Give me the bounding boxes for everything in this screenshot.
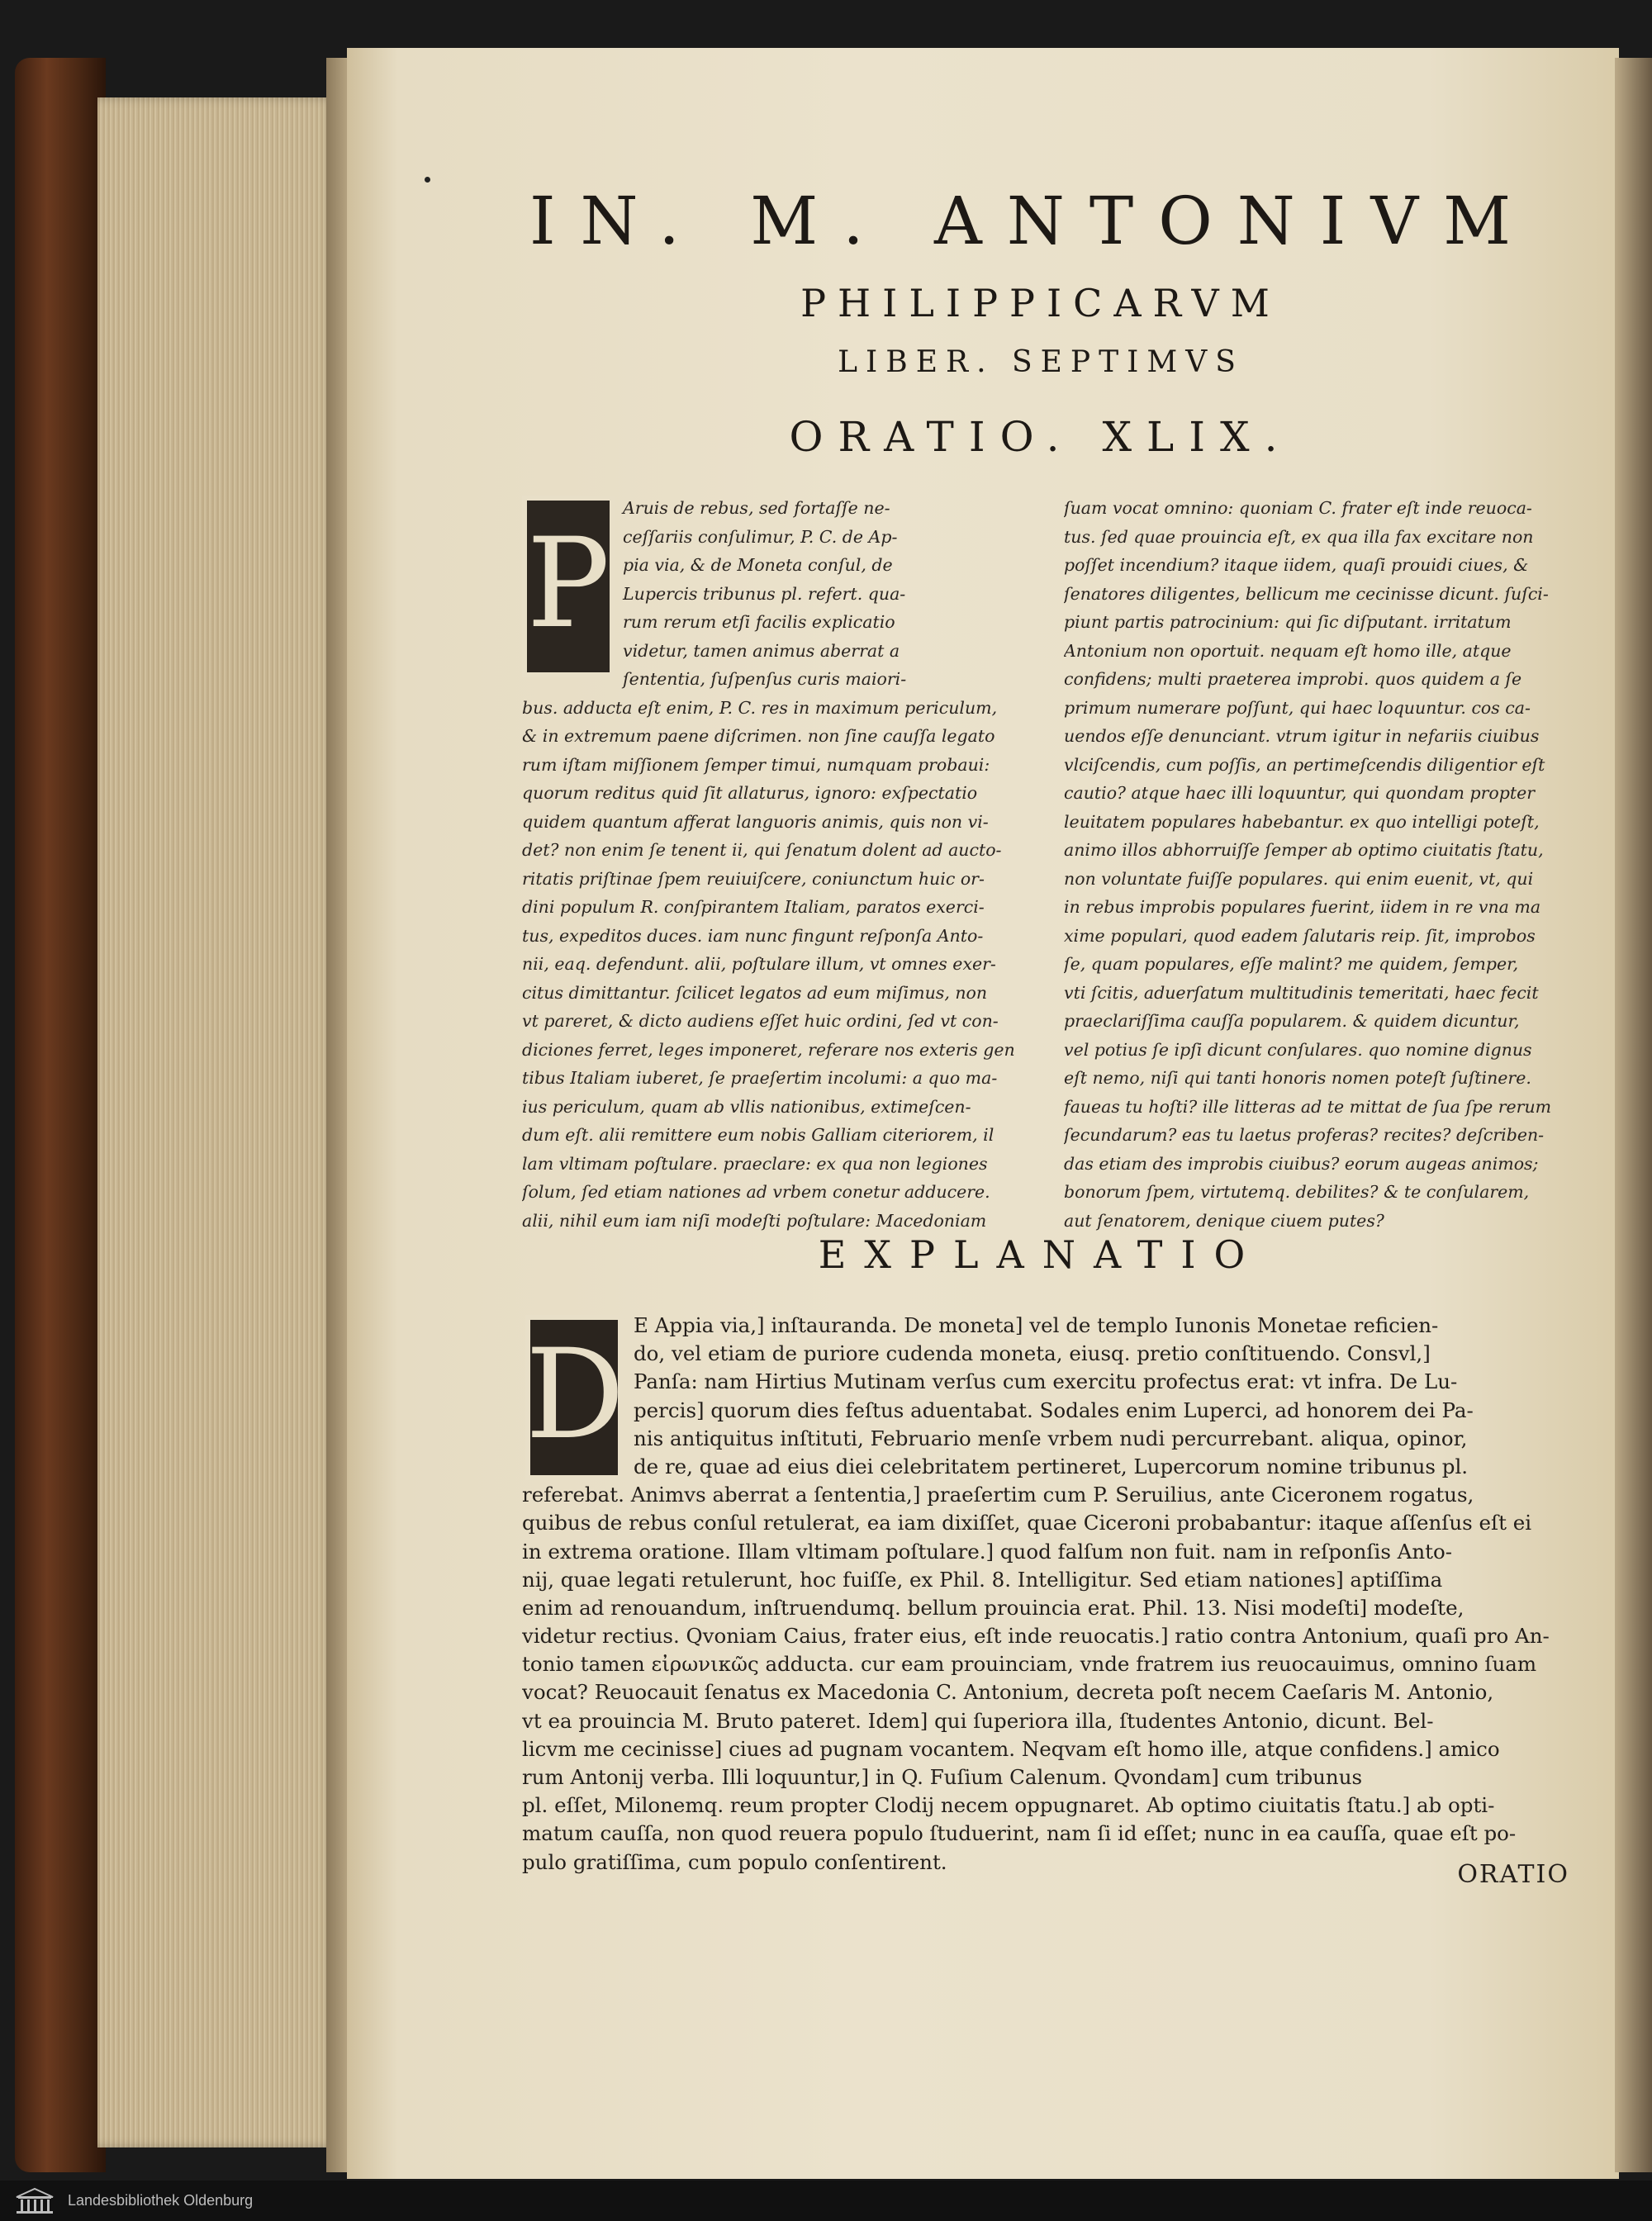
text-line: ſuam vocat omnino: quoniam C. frater eſt inde reuoca- xyxy=(1064,498,1532,518)
text-line: pia via, & de Moneta conſul, de xyxy=(623,555,893,575)
text-line: vt pareret, & dicto audiens eſſet huic ordini, ſed vt con- xyxy=(522,1011,999,1031)
text-line: leuitatem populares habebantur. ex quo intelligi poteſt, xyxy=(1064,811,1540,832)
text-line: in rebus improbis populares fuerint, iidem in re vna ma xyxy=(1064,897,1541,917)
text-line: diciones ferret, leges imponeret, referare nos exteris gen xyxy=(522,1039,1015,1060)
text-line: tus, expeditos duces. iam nunc fingunt reſponſa Anto- xyxy=(522,925,984,946)
text-line: matum cauſſa, non quod reuera populo ſtuduerint, nam ſi id eſſet; nunc in ea cauſſa, quae eſt po- xyxy=(522,1821,1517,1846)
text-line: nis antiquitus inſtituti, Februario menſe vrbem nudi percurrebant. aliqua, opinor, xyxy=(634,1426,1468,1450)
book-cover-edge xyxy=(15,58,106,2172)
text-line: tonio tamen εἰρωνικῶς adducta. cur eam prouinciam, vnde fratrem ius reuocauimus, omnino ſuam xyxy=(522,1652,1537,1677)
text-line: confidens; multi praeterea improbi. quos quidem a ſe xyxy=(1064,669,1522,689)
text-line: nii, eaq. defendunt. alii, poſtulare illum, vt omnes exer- xyxy=(522,954,996,974)
text-line: rum rerum etſi facilis explicatio xyxy=(623,612,895,632)
text-line: vt ea prouincia M. Bruto pateret. Idem] qui ſuperiora illa, ſtudentes Antonio, dicunt. Bel- xyxy=(522,1708,1434,1733)
oration-heading: ORATIO. XLIX. xyxy=(789,413,1293,461)
text-line: bus. adducta eſt enim, P. C. res in maximum periculum, xyxy=(522,697,998,718)
page-right-edge xyxy=(1615,58,1652,2172)
page-stack xyxy=(97,97,337,2147)
text-line: rum iſtam miſſionem ſemper timui, numquam probaui: xyxy=(522,754,990,775)
text-line: Panſa: nam Hirtius Mutinam verſus cum exercitu profectus erat: vt infra. De Lu- xyxy=(634,1369,1458,1394)
text-line: poſſet incendium? itaque iidem, quaſi prouidi ciues, & xyxy=(1064,555,1529,575)
text-line: Lupercis tribunus pl. refert. qua- xyxy=(623,583,906,604)
page-title: IN. M. ANTONIVM xyxy=(529,183,1536,259)
text-line: videtur, tamen animus aberrat a xyxy=(623,640,900,661)
text-line: vti ſcitis, aduerſatum multitudinis temeritati, haec fecit xyxy=(1064,982,1539,1003)
text-line: Antonium non oportuit. nequam eſt homo ille, atque xyxy=(1064,640,1512,661)
text-line: praeclariſſima cauſſa popularem. & quidem dicuntur, xyxy=(1064,1011,1520,1031)
text-line: vel potius ſe ipſi dicunt conſulares. quo nomine dignus xyxy=(1064,1039,1532,1060)
page-subtitle: PHILIPPICARVM xyxy=(800,281,1281,325)
text-line: quorum reditus quid ſit allaturus, ignoro: exſpectatio xyxy=(522,783,978,803)
text-line: vocat? Reuocauit ſenatus ex Macedonia C. Antonium, decreta poſt necem Caeſaris M. Antonio, xyxy=(522,1680,1494,1705)
text-line: ceſſariis conſulimur, P. C. de Ap- xyxy=(623,526,898,547)
text-line: tibus Italiam iuberet, ſe praeſertim incolumi: a quo ma- xyxy=(522,1068,998,1088)
drop-cap-d: D xyxy=(525,1315,623,1480)
text-line: ſolum, ſed etiam nationes ad vrbem conetur adducere. xyxy=(522,1182,990,1202)
explanatio-heading: EXPLANATIO xyxy=(818,1232,1264,1277)
text-line: percis] quorum dies feſtus aduentabat. Sodales enim Luperci, ad honorem dei Pa- xyxy=(634,1398,1474,1422)
text-line: primum numerare poſſunt, qui haec loquuntur. cos ca- xyxy=(1064,697,1531,718)
text-line: dum eſt. alii remittere eum nobis Galliam citeriorem, il xyxy=(522,1125,995,1145)
text-line: ſecundarum? eas tu laetus proferas? recites? deſcriben- xyxy=(1064,1125,1545,1145)
text-line: ritatis priſtinae ſpem reuiuiſcere, coniunctum huic or- xyxy=(522,868,985,889)
text-line: ius periculum, quam ab vllis nationibus, extimeſcen- xyxy=(522,1096,971,1117)
text-line: cautio? atque haec illi loquuntur, qui quondam propter xyxy=(1064,783,1536,803)
text-line: dini populum R. conſpirantem Italiam, paratos exerci- xyxy=(522,897,985,917)
text-line: pl. eſſet, Milonemq. reum propter Clodij necem oppugnaret. Ab optimo ciuitatis ſtatu.] ab opti- xyxy=(522,1793,1495,1818)
text-line: tus. ſed quae prouincia eſt, ex qua illa fax excitare non xyxy=(1064,526,1534,547)
text-line: de re, quae ad eius diei celebritatem pertineret, Lupercorum nomine tribunus pl. xyxy=(634,1454,1469,1478)
text-line: quibus de rebus conſul retulerat, ea iam dixiſſet, quae Ciceroni probabantur: itaque aſſenſus eſt ei xyxy=(522,1511,1532,1535)
text-line: eſt nemo, niſi qui tanti honoris nomen poteſt ſuſtinere. xyxy=(1064,1068,1531,1088)
text-line: rum Antonij verba. Illi loquuntur,] in Q. Fuſium Calenum. Qvondam] cum tribunus xyxy=(522,1765,1363,1789)
text-line: aut ſenatorem, denique ciuem putes? xyxy=(1064,1210,1384,1231)
catchword: ORATIO xyxy=(1457,1860,1569,1889)
text-line: E Appia via,] inſtauranda. De moneta] vel de templo Iunonis Monetae reficien- xyxy=(634,1313,1439,1337)
footer-library-name: Landesbibliothek Oldenburg xyxy=(68,2192,254,2209)
text-line: ſenatores diligentes, bellicum me cecinisse dicunt. ſuſci- xyxy=(1064,583,1549,604)
oration-right-column xyxy=(1064,494,1576,1235)
text-line: Aruis de rebus, sed fortaſſe ne- xyxy=(623,498,890,518)
text-line: alii, nihil eum iam niſi modeſti poſtulare: Macedoniam xyxy=(522,1210,987,1231)
text-line: & in extremum paene diſcrimen. non ſine cauſſa legato xyxy=(522,726,995,746)
text-line: faueas tu hoſti? ille litteras ad te mittat de ſua ſpe rerum xyxy=(1064,1096,1552,1117)
text-line: quidem quantum afferat languoris animis, quis non vi- xyxy=(522,811,989,832)
text-line: det? non enim ſe tenent ii, qui ſenatum dolent ad aucto- xyxy=(522,840,1002,860)
text-line: nij, quae legati retulerunt, hoc fuiſſe, ex Phil. 8. Intelligitur. Sed etiam nationes] aptiſſima xyxy=(522,1567,1443,1592)
text-line: referebat. Animvs aberrat a ſententia,] praeſertim cum P. Seruilius, ante Ciceronem rogatus, xyxy=(522,1483,1474,1507)
footer-bar xyxy=(0,2181,1652,2221)
text-line: enim ad renouandum, inſtruendumq. bellum prouincia erat. Phil. 13. Nisi modeſti] modeſte, xyxy=(522,1595,1464,1620)
explanatio-text xyxy=(522,1312,1555,1877)
text-line: in extrema oratione. Illam vltimam poſtulare.] quod falſum non fuit. nam in reſponſis Anto- xyxy=(522,1539,1453,1564)
text-line: das etiam des improbis ciuibus? eorum augeas animos; xyxy=(1064,1153,1539,1174)
library-building-icon xyxy=(13,2187,56,2215)
text-line: vlciſcendis, cum poſſis, an pertimeſcendis diligentior eſt xyxy=(1064,754,1545,775)
text-line: xime populari, quod eadem ſalutaris reip. ſit, improbos xyxy=(1064,925,1536,946)
ink-dot xyxy=(425,177,430,183)
text-line: lam vltimam poſtulare. praeclare: ex qua non legiones xyxy=(522,1153,988,1174)
text-line: ſententia, ſuſpenſus curis maiori- xyxy=(623,669,907,689)
drop-cap-p: P xyxy=(522,496,615,677)
book-heading: LIBER. SEPTIMVS xyxy=(838,345,1244,379)
text-line: non voluntate fuiſſe populares. qui enim euenit, vt, qui xyxy=(1064,868,1534,889)
text-line: citus dimittantur. ſcilicet legatos ad eum miſimus, non xyxy=(522,982,988,1003)
text-line: do, vel etiam de puriore cudenda moneta, eiusq. pretio conſtituendo. Consvl,] xyxy=(634,1341,1431,1366)
text-line: bonorum ſpem, virtutemq. debilites? & te conſularem, xyxy=(1064,1182,1530,1202)
text-line: pulo gratiſſima, cum populo conſentirent. xyxy=(522,1849,947,1874)
text-line: animo illos abhorruiſſe ſemper ab optimo ciuitatis ſtatu, xyxy=(1064,840,1544,860)
text-line: piunt partis patrocinium: qui ſic diſputant. irritatum xyxy=(1064,612,1512,632)
text-line: videtur rectius. Qvoniam Caius, frater eius, eſt inde reuocatis.] ratio contra Antonium, quaſi pro An- xyxy=(522,1624,1550,1649)
text-line: uendos eſſe denunciant. vtrum igitur in nefariis ciuibus xyxy=(1064,726,1540,746)
text-line: ſe, quam populares, eſſe malint? me quidem, ſemper, xyxy=(1064,954,1519,974)
text-line: licvm me cecinisse] ciues ad pugnam vocantem. Neqvam eſt homo ille, atque confidens.] amico xyxy=(522,1736,1500,1761)
